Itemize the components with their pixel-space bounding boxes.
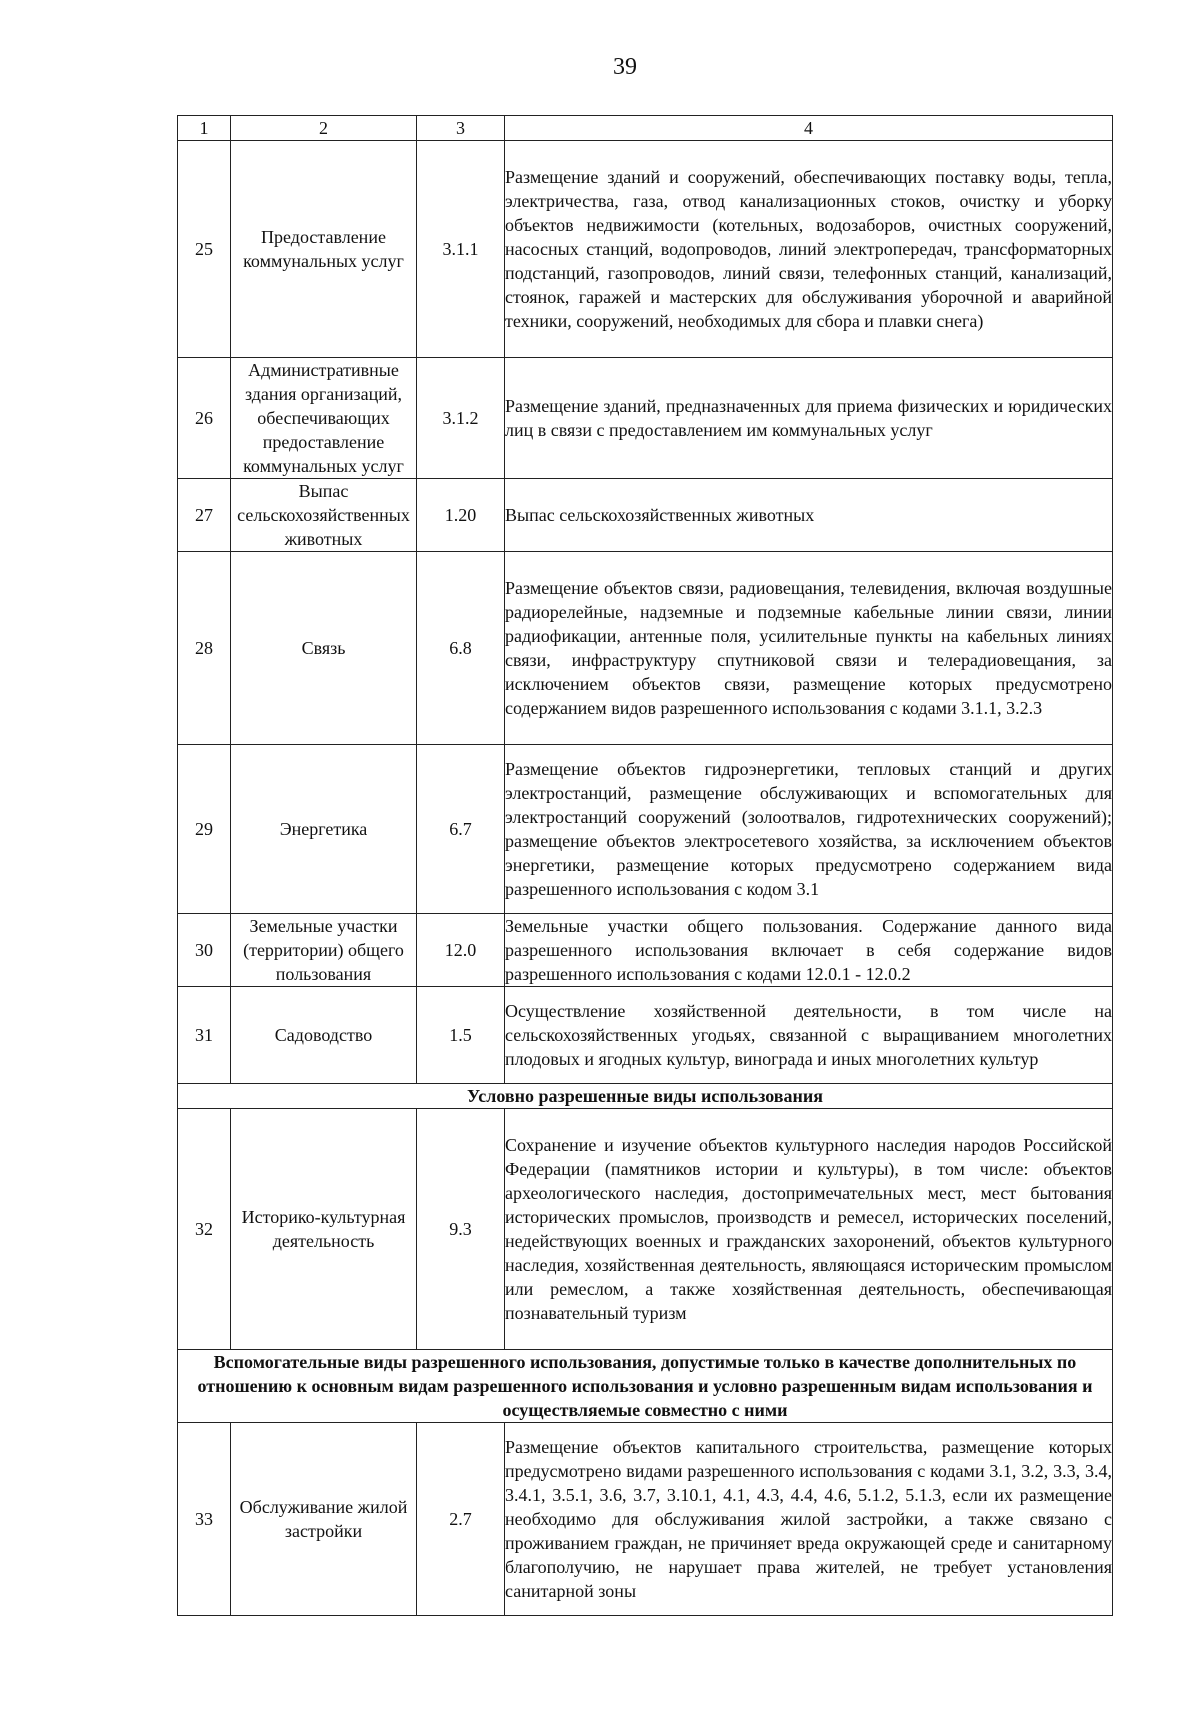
use-description: Размещение зданий, предназначенных для приема физических и юридических лиц в связи с предоставлением им коммунальных услуг bbox=[505, 358, 1113, 479]
table-row bbox=[178, 987, 1113, 1084]
use-description: Размещение объектов связи, радиовещания, телевидения, включая воздушные радиорелейные, надземные и подземные кабельные линии связи, линии радиофикации, антенные поля, усилительные пункты на кабельных линиях связи, инфраструктуру спутниковой связи и телерадиовещания, за исключением объектов связи, размещение которых предусмотрено содержанием видов разрешенного использования с кодами 3.1.1, 3.2.3 bbox=[505, 552, 1113, 745]
table-row bbox=[178, 358, 1113, 479]
use-code: 12.0 bbox=[417, 914, 505, 987]
use-name: Садоводство bbox=[231, 987, 417, 1084]
use-code: 6.8 bbox=[417, 552, 505, 745]
table-row bbox=[178, 914, 1113, 987]
use-code: 9.3 bbox=[417, 1109, 505, 1350]
use-description: Размещение зданий и сооружений, обеспечивающих поставку воды, тепла, электричества, газа, отвод канализационных стоков, очистку и уборку объектов недвижимости (котельных, водозаборов, очистных сооружений, насосных станций, водопроводов, линий электропередач, трансформаторных подстанций, газопроводов, линий связи, телефонных станций, канализаций, стоянок, гаражей и мастерских для обслуживания уборочной и аварийной техники, сооружений, необходимых для сбора и плавки снега) bbox=[505, 141, 1113, 358]
use-name: Земельные участки (территории) общего пользования bbox=[231, 914, 417, 987]
use-description: Сохранение и изучение объектов культурного наследия народов Российской Федерации (памятников истории и культуры), в том числе: объектов археологического наследия, достопримечательных мест, мест бытования исторических промыслов, производств и ремесел, исторических поселений, недействующих военных и гражданских захоронений, объектов культурного наследия, хозяйственная деятельность, являющаяся историческим промыслом или ремеслом, а также хозяйственная деятельность, обеспечивающая познавательный туризм bbox=[505, 1109, 1113, 1350]
header-row bbox=[178, 116, 1113, 141]
use-name: Обслуживание жилой застройки bbox=[231, 1423, 417, 1616]
section-heading-conditional: Условно разрешенные виды использования bbox=[178, 1084, 1113, 1109]
land-use-table bbox=[177, 115, 1113, 1616]
use-code: 3.1.1 bbox=[417, 141, 505, 358]
row-number: 25 bbox=[178, 141, 231, 358]
row-number: 32 bbox=[178, 1109, 231, 1350]
use-name: Связь bbox=[231, 552, 417, 745]
use-code: 3.1.2 bbox=[417, 358, 505, 479]
row-number: 26 bbox=[178, 358, 231, 479]
use-name: Историко-культурная деятельность bbox=[231, 1109, 417, 1350]
section-heading-auxiliary: Вспомогательные виды разрешенного использования, допустимые только в качестве дополнительных по отношению к основным видам разрешенного использования и условно разрешенным видам использования и осуществляемые совместно с ними bbox=[178, 1350, 1113, 1423]
table-row bbox=[178, 141, 1113, 358]
row-number: 27 bbox=[178, 479, 231, 552]
use-description: Земельные участки общего пользования. Содержание данного вида разрешенного использования включает в себя содержание видов разрешенного использования с кодами 12.0.1 - 12.0.2 bbox=[505, 914, 1113, 987]
section-row bbox=[178, 1350, 1113, 1423]
header-col-3: 3 bbox=[417, 116, 505, 141]
table-row bbox=[178, 479, 1113, 552]
use-description: Осуществление хозяйственной деятельности, в том числе на сельскохозяйственных угодьях, связанной с выращиванием многолетних плодовых и ягодных культур, винограда и иных многолетних культур bbox=[505, 987, 1113, 1084]
use-code: 1.20 bbox=[417, 479, 505, 552]
table-row bbox=[178, 552, 1113, 745]
row-number: 31 bbox=[178, 987, 231, 1084]
use-code: 6.7 bbox=[417, 745, 505, 914]
section-row bbox=[178, 1084, 1113, 1109]
use-name: Предоставление коммунальных услуг bbox=[231, 141, 417, 358]
use-code: 2.7 bbox=[417, 1423, 505, 1616]
row-number: 29 bbox=[178, 745, 231, 914]
table-row bbox=[178, 1423, 1113, 1616]
use-name: Энергетика bbox=[231, 745, 417, 914]
row-number: 33 bbox=[178, 1423, 231, 1616]
table-row bbox=[178, 745, 1113, 914]
row-number: 30 bbox=[178, 914, 231, 987]
page-number: 39 bbox=[613, 54, 637, 80]
use-code: 1.5 bbox=[417, 987, 505, 1084]
header-col-4: 4 bbox=[505, 116, 1113, 141]
use-name: Административные здания организаций, обеспечивающих предоставление коммунальных услуг bbox=[231, 358, 417, 479]
header-col-1: 1 bbox=[178, 116, 231, 141]
header-col-2: 2 bbox=[231, 116, 417, 141]
row-number: 28 bbox=[178, 552, 231, 745]
use-description: Выпас сельскохозяйственных животных bbox=[505, 479, 1113, 552]
use-description: Размещение объектов гидроэнергетики, тепловых станций и других электростанций, размещение обслуживающих и вспомогательных для электростанций сооружений (золоотвалов, гидротехнических сооружений); размещение объектов электросетевого хозяйства, за исключением объектов энергетики, размещение которых предусмотрено содержанием вида разрешенного использования с кодом 3.1 bbox=[505, 745, 1113, 914]
table-row bbox=[178, 1109, 1113, 1350]
use-name: Выпас сельскохозяйственных животных bbox=[231, 479, 417, 552]
use-description: Размещение объектов капитального строительства, размещение которых предусмотрено видами разрешенного использования с кодами 3.1, 3.2, 3.3, 3.4, 3.4.1, 3.5.1, 3.6, 3.7, 3.10.1, 4.1, 4.3, 4.4, 4.6, 5.1.2, 5.1.3, если их размещение необходимо для обслуживания жилой застройки, а также связано с проживанием граждан, не причиняет вреда окружающей среде и санитарному благополучию, не нарушает права жителей, не требует установления санитарной зоны bbox=[505, 1423, 1113, 1616]
